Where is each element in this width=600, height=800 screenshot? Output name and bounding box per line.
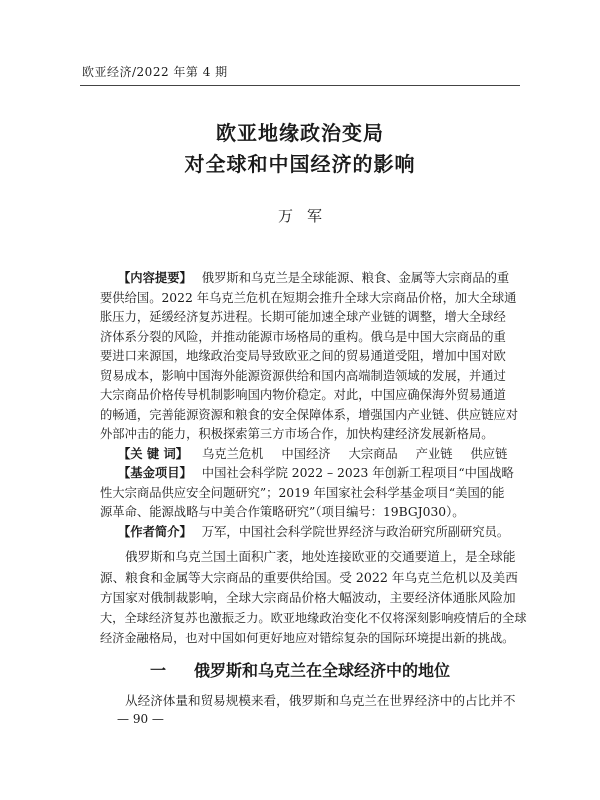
abstract-line (118, 271, 510, 285)
section-title: 俄罗斯和乌克兰在全球经济中的地位 (194, 661, 451, 680)
keywords (118, 446, 508, 461)
fund-line: 源革命、能源战略与中美合作策略研究”（项目编号：19BGJ030）。 (100, 505, 465, 519)
body-line: 从经济体量和贸易规模来看，俄罗斯和乌克兰在世界经济中的占比并不 (125, 693, 516, 708)
section-heading (0, 658, 600, 681)
body-line: 经济金融格局，也对中国如何更好地应对错综复杂的国际环境提出新的挑战。 (100, 631, 515, 645)
keywords-label: 【关 键 词】 (118, 446, 189, 461)
keyword: 乌克兰危机 (201, 446, 264, 461)
fund-line (118, 466, 514, 480)
running-head: 欧亚经济/2022 年第 4 期 (82, 65, 228, 79)
body-line: 大，全球经济复苏也激振乏力。欧亚地缘政治变化不仅将深刻影响疫情后的全球 (100, 610, 527, 625)
section-number: 一 (149, 661, 166, 680)
article-title-line-2: 对全球和中国经济的影响 (184, 152, 416, 176)
abstract-line: 要供给国。2022 年乌克兰危机在短期会推升全球大宗商品价格，加大全球通 (100, 290, 517, 305)
abstract-line: 大宗商品价格传导机制影响国内物价稳定。对此，中国应确保海外贸易通道 (100, 388, 506, 402)
fund-label: 【基金项目】 (118, 466, 192, 480)
keyword: 产业链 (415, 446, 453, 461)
body-line: 俄罗斯和乌克兰国土面积广袤，地处连接欧亚的交通要道上，是全球能 (125, 549, 516, 564)
page-number: — 90 — (117, 712, 164, 726)
fund-text: 中国社会科学院 2022 – 2023 年创新工程项目“中国战略 (201, 466, 514, 480)
abstract-line: 要进口来源国，地缘政治变局导致欧亚之间的贸易通道受阻，增加中国对欧 (100, 349, 506, 363)
article-title-line-1: 欧亚地缘政治变局 (216, 121, 384, 145)
abstract-label: 【内容提要】 (118, 271, 192, 285)
abstract-line: 济体系分裂的风险，并推动能源市场格局的重构。俄乌是中国大宗商品的重 (100, 329, 506, 344)
abstract-line: 胀压力，延缓经济复苏进程。长期可能加速全球产业链的调整，增大全球经 (100, 310, 506, 324)
keyword: 供应链 (470, 446, 508, 461)
header-rule (80, 85, 520, 86)
abstract-line: 的畅通，完善能源资源和粮食的安全保障体系，增强国内产业链、供应链应对 (100, 407, 519, 422)
author-bio-label: 【作者简介】 (118, 524, 192, 539)
abstract-line: 外部冲击的能力，积极探索第三方市场合作，加快构建经济发展新格局。 (100, 427, 494, 441)
author-bio (118, 524, 510, 539)
abstract-line: 贸易成本，影响中国海外能源资源供给和国内高端制造领域的发展，并通过 (100, 368, 506, 383)
author-name: 万军 (277, 207, 336, 225)
author-bio-text: 万军，中国社会科学院世界经济与政治研究所副研究员。 (201, 524, 510, 539)
body-line: 源、粮食和金属等大宗商品的重要供给国。受 2022 年乌克兰危机以及美西 (100, 569, 518, 585)
abstract-text: 俄罗斯和乌克兰是全球能源、粮食、金属等大宗商品的重 (201, 271, 510, 285)
keyword: 中国经济 (281, 446, 331, 461)
keyword: 大宗商品 (348, 446, 398, 461)
body-line: 方国家对俄制裁影响，全球大宗商品价格大幅波动，主要经济体通胀风险加 (100, 590, 516, 605)
fund-line: 性大宗商品供应安全问题研究”；2019 年国家社会科学基金项目“美国的能 (100, 485, 505, 500)
